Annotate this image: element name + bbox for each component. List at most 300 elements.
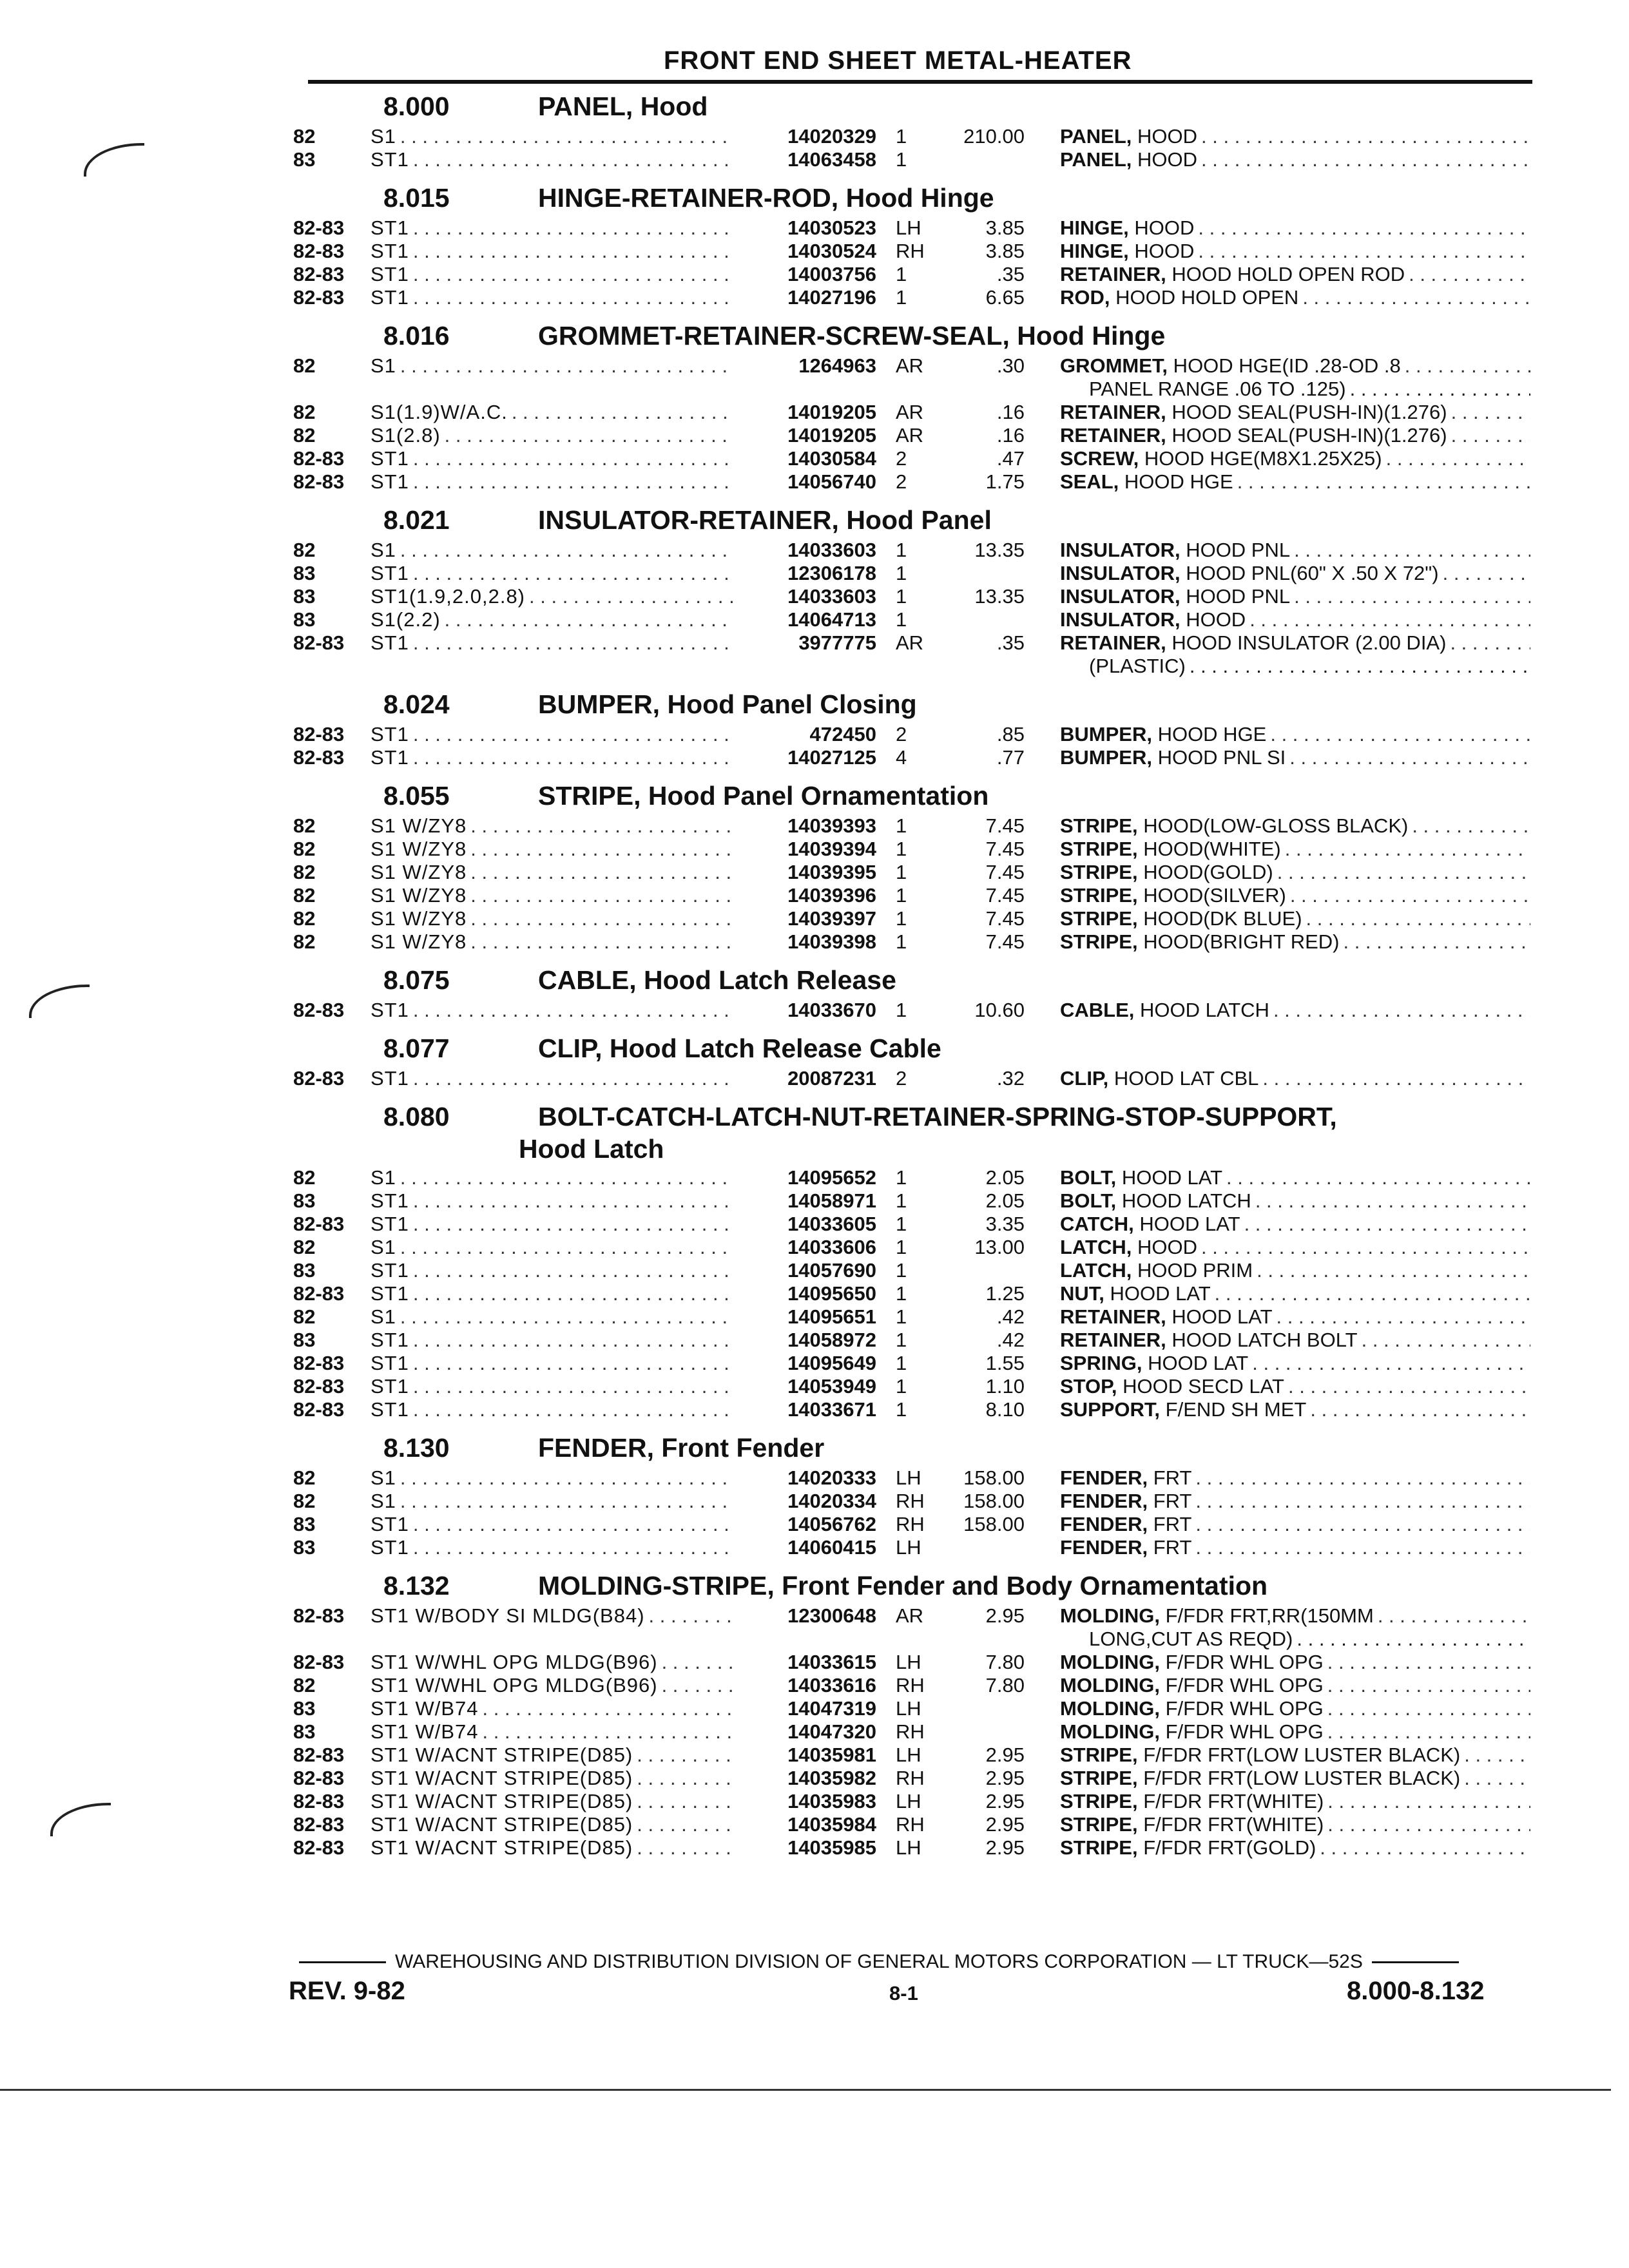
quantity: RH — [896, 1490, 925, 1512]
description-cell — [1060, 1166, 1530, 1189]
description-continuation-row — [293, 655, 1530, 678]
description-noun: PANEL, — [1060, 148, 1132, 171]
model-code: ST1 — [371, 1375, 409, 1398]
part-number: 14033606 — [787, 1236, 876, 1258]
model-cell — [371, 1536, 735, 1559]
description — [1060, 838, 1285, 861]
section-heading — [293, 504, 1530, 536]
leader-dots — [649, 1604, 735, 1628]
price: 2.05 — [985, 1189, 1025, 1212]
model-cell — [371, 1259, 735, 1282]
description-noun: CABLE, — [1060, 999, 1135, 1021]
leader-dots — [445, 608, 735, 631]
description-detail: F/FDR FRT(LOW LUSTER BLACK) — [1137, 1767, 1461, 1789]
description-detail: HOOD LAT — [1166, 1305, 1273, 1328]
price: 2.95 — [985, 1744, 1025, 1766]
section-title: MOLDING-STRIPE, Front Fender and Body Ornamentation — [538, 1571, 1268, 1600]
description-noun: CLIP, — [1060, 1067, 1109, 1090]
part-number: 14019205 — [787, 424, 876, 447]
part-number: 14035983 — [787, 1790, 876, 1812]
description — [1060, 1067, 1262, 1090]
leader-dots — [470, 814, 735, 838]
section-title: BUMPER, Hood Panel Closing — [538, 689, 917, 719]
model-year: 82-83 — [293, 1604, 345, 1627]
leader-dots — [1195, 1513, 1530, 1536]
part-number: 14039396 — [787, 884, 876, 907]
price: 3.35 — [985, 1213, 1025, 1235]
description-noun: MOLDING, — [1060, 1604, 1160, 1627]
leader-dots — [1378, 1604, 1530, 1628]
leader-dots — [1451, 424, 1530, 447]
description-cell — [1060, 1536, 1530, 1559]
part-number: 14035981 — [787, 1744, 876, 1766]
section-title: PANEL, Hood — [538, 91, 708, 121]
description — [1060, 1189, 1255, 1213]
description — [1060, 1398, 1310, 1421]
description-cell — [1060, 1490, 1530, 1513]
price: 13.35 — [974, 539, 1025, 561]
model-cell — [371, 930, 735, 954]
model-year: 82 — [293, 1466, 316, 1489]
description — [1060, 861, 1277, 884]
model-cell — [371, 1604, 735, 1628]
price: 158.00 — [963, 1490, 1025, 1512]
model-year: 82-83 — [293, 216, 345, 239]
price: .42 — [996, 1305, 1025, 1328]
model-code: S1 — [371, 1490, 396, 1512]
part-row — [293, 1674, 1530, 1697]
leader-dots — [1320, 1836, 1530, 1860]
description-detail: HOOD(LOW-GLOSS BLACK) — [1137, 814, 1409, 837]
description-cell — [1060, 861, 1530, 884]
description-noun: STRIPE, — [1060, 861, 1138, 883]
description-noun: STRIPE, — [1060, 884, 1138, 907]
price: 2.95 — [985, 1813, 1025, 1836]
model-code: ST1 W/ACNT STRIPE(D85) — [371, 1744, 633, 1766]
description-noun: INSULATOR, — [1060, 585, 1181, 608]
model-code: ST1 W/B74 — [371, 1697, 479, 1720]
model-code: S1 W/ZY8 — [371, 861, 467, 883]
footer-division-line — [290, 1951, 1514, 1973]
section — [293, 1570, 1530, 1860]
model-code: ST1 — [371, 1329, 409, 1351]
leader-dots — [1277, 1305, 1530, 1329]
description-detail: HOOD LAT — [1142, 1352, 1249, 1374]
description — [1060, 216, 1198, 240]
description-cell — [1060, 1697, 1530, 1720]
model-code: ST1 W/ACNT STRIPE(D85) — [371, 1813, 633, 1836]
description-continuation: PANEL RANGE .06 TO .125) — [1089, 378, 1346, 400]
description-cell — [1060, 585, 1530, 608]
model-code: ST1 W/B74 — [371, 1720, 479, 1743]
quantity: 1 — [896, 608, 907, 631]
price: 7.80 — [985, 1674, 1025, 1696]
description-cell — [1060, 240, 1530, 263]
description-cell — [1060, 424, 1530, 447]
description-detail: FRT — [1148, 1513, 1192, 1535]
description-detail: HOOD PNL SI — [1152, 746, 1286, 769]
quantity: LH — [896, 216, 921, 239]
part-row — [293, 1604, 1530, 1628]
description-cell — [1060, 608, 1530, 631]
description-noun: INSULATOR, — [1060, 608, 1181, 631]
quantity: 1 — [896, 838, 907, 860]
leader-dots — [413, 240, 735, 263]
description-cell — [1060, 286, 1530, 309]
quantity: 1 — [896, 999, 907, 1021]
model-code: ST1 — [371, 999, 409, 1021]
model-cell — [371, 1513, 735, 1536]
part-row — [293, 1166, 1530, 1189]
part-row — [293, 1536, 1530, 1559]
section-number: 8.024 — [383, 689, 450, 719]
description-detail: FRT — [1148, 1536, 1192, 1559]
leader-dots — [400, 1166, 735, 1189]
quantity: 1 — [896, 125, 907, 148]
price: .47 — [996, 447, 1025, 470]
model-cell — [371, 1813, 735, 1836]
description-detail: F/FDR FRT(GOLD) — [1137, 1836, 1316, 1859]
leader-dots — [1464, 1744, 1530, 1767]
description-cell — [1060, 148, 1530, 171]
description-cell — [1060, 125, 1530, 148]
leader-dots — [400, 1305, 735, 1329]
section-title: INSULATOR-RETAINER, Hood Panel — [538, 505, 992, 535]
leader-dots — [470, 838, 735, 861]
description — [1060, 907, 1306, 930]
quantity: AR — [896, 354, 924, 377]
part-row — [293, 723, 1530, 746]
price: .42 — [996, 1329, 1025, 1351]
description-detail: F/FDR WHL OPG — [1160, 1720, 1324, 1743]
section-title: HINGE-RETAINER-ROD, Hood Hinge — [538, 183, 994, 213]
part-row — [293, 1375, 1530, 1398]
model-cell — [371, 424, 735, 447]
leader-dots — [413, 1213, 735, 1236]
description-noun: STRIPE, — [1060, 907, 1138, 930]
price: 210.00 — [963, 125, 1025, 148]
model-code: ST1 — [371, 1536, 409, 1559]
price: 158.00 — [963, 1513, 1025, 1535]
leader-dots — [1409, 263, 1530, 286]
section-number: 8.077 — [383, 1033, 450, 1063]
part-row — [293, 240, 1530, 263]
price: .77 — [996, 746, 1025, 769]
description-noun: FENDER, — [1060, 1490, 1148, 1512]
leader-dots — [1195, 1490, 1530, 1513]
description-noun: GROMMET, — [1060, 354, 1168, 377]
leader-dots — [1327, 1720, 1530, 1744]
leader-dots — [413, 216, 735, 240]
description-noun: SPRING, — [1060, 1352, 1142, 1374]
model-code: S1 — [371, 1166, 396, 1189]
quantity: 1 — [896, 1375, 907, 1398]
part-number: 14056740 — [787, 470, 876, 493]
section-number: 8.132 — [383, 1571, 450, 1600]
description-detail: FRT — [1148, 1466, 1192, 1489]
description — [1060, 1513, 1195, 1536]
description-noun: STOP, — [1060, 1375, 1117, 1398]
part-row — [293, 424, 1530, 447]
description-noun: MOLDING, — [1060, 1674, 1160, 1696]
description-detail: HOOD HGE — [1152, 723, 1267, 745]
description-detail: HOOD PRIM — [1132, 1259, 1253, 1282]
model-cell — [371, 1329, 735, 1352]
model-code: S1 — [371, 1236, 396, 1258]
model-code: ST1 — [371, 1513, 409, 1535]
description-cell — [1060, 1790, 1530, 1813]
model-code: S1 — [371, 125, 396, 148]
part-number: 14033616 — [787, 1674, 876, 1696]
model-cell — [371, 1790, 735, 1813]
description — [1060, 447, 1386, 470]
leader-dots — [1327, 1674, 1530, 1697]
price: 8.10 — [985, 1398, 1025, 1421]
price: 3.85 — [985, 240, 1025, 262]
model-year: 82-83 — [293, 1790, 345, 1812]
model-cell — [371, 539, 735, 562]
price: 1.55 — [985, 1352, 1025, 1374]
leader-dots — [413, 1352, 735, 1375]
model-year: 83 — [293, 148, 316, 171]
part-row — [293, 1790, 1530, 1813]
section-title: CABLE, Hood Latch Release — [538, 965, 896, 995]
description — [1060, 1767, 1464, 1790]
section-number: 8.055 — [383, 781, 450, 811]
section — [293, 182, 1530, 309]
description-detail: HOOD — [1128, 216, 1195, 239]
quantity: LH — [896, 1536, 921, 1559]
description — [1060, 884, 1290, 907]
leader-dots — [470, 861, 735, 884]
margin-mark — [50, 1803, 111, 1836]
section-heading — [293, 780, 1530, 812]
leader-dots — [1226, 1166, 1530, 1189]
model-year: 82 — [293, 125, 316, 148]
leader-dots — [1215, 1282, 1530, 1305]
revision-label: REV. 9-82 — [289, 1977, 405, 2005]
price: 158.00 — [963, 1466, 1025, 1489]
leader-dots — [1285, 838, 1530, 861]
leader-dots — [1262, 1067, 1530, 1090]
quantity: RH — [896, 240, 925, 262]
leader-dots — [413, 286, 735, 309]
part-number: 14033605 — [787, 1213, 876, 1235]
footer-rule-right — [1372, 1961, 1459, 1963]
model-code: ST1 W/BODY SI MLDG(B84) — [371, 1604, 645, 1627]
description-detail: FRT — [1148, 1490, 1192, 1512]
leader-dots — [1464, 1767, 1530, 1790]
description-detail: HOOD SECD LAT — [1117, 1375, 1284, 1398]
part-row — [293, 1767, 1530, 1790]
part-row — [293, 999, 1530, 1022]
description-cell — [1060, 1720, 1530, 1744]
part-number: 14095651 — [787, 1305, 876, 1328]
leader-dots — [483, 1697, 735, 1720]
price: 7.80 — [985, 1651, 1025, 1673]
model-code: S1 — [371, 354, 396, 377]
leader-dots — [470, 907, 735, 930]
description-cell — [1060, 631, 1530, 655]
description-noun: BOLT, — [1060, 1189, 1117, 1212]
description-noun: PANEL, — [1060, 125, 1132, 148]
description-noun: STRIPE, — [1060, 1790, 1138, 1812]
model-cell — [371, 999, 735, 1022]
part-row — [293, 1352, 1530, 1375]
price: 1.75 — [985, 470, 1025, 493]
leader-dots — [1195, 1536, 1530, 1559]
leader-dots — [1343, 930, 1530, 954]
model-cell — [371, 585, 735, 608]
model-year: 82-83 — [293, 746, 345, 769]
part-number: 14057690 — [787, 1259, 876, 1282]
leader-dots — [413, 723, 735, 746]
description-cell — [1060, 401, 1530, 424]
model-year: 82-83 — [293, 1651, 345, 1673]
section-title: STRIPE, Hood Panel Ornamentation — [538, 781, 989, 811]
description-cell — [1060, 1813, 1530, 1836]
description — [1060, 631, 1450, 655]
description-detail: F/END SH MET — [1160, 1398, 1307, 1421]
model-cell — [371, 1305, 735, 1329]
part-row — [293, 1697, 1530, 1720]
model-code: ST1 — [371, 1067, 409, 1090]
quantity: LH — [896, 1466, 921, 1489]
description — [1060, 401, 1451, 424]
model-year: 82 — [293, 884, 316, 907]
quantity: RH — [896, 1813, 925, 1836]
description — [1060, 1836, 1320, 1860]
description-detail: HOOD HGE — [1119, 470, 1233, 493]
description-noun: RETAINER, — [1060, 401, 1166, 423]
part-row — [293, 401, 1530, 424]
part-number: 14033671 — [787, 1398, 876, 1421]
leader-dots — [1290, 884, 1530, 907]
description-noun: RETAINER, — [1060, 631, 1166, 654]
leader-dots — [1244, 1213, 1530, 1236]
part-row — [293, 1398, 1530, 1421]
page-title: FRONT END SHEET METAL-HEATER — [664, 46, 1132, 75]
description-cell — [1060, 1375, 1530, 1398]
leader-dots — [413, 1536, 735, 1559]
leader-dots — [400, 1466, 735, 1490]
model-cell — [371, 884, 735, 907]
description-detail: HOOD LAT — [1116, 1166, 1223, 1189]
description-cell — [1060, 1744, 1530, 1767]
quantity: 1 — [896, 148, 907, 171]
description — [1060, 999, 1273, 1022]
quantity: RH — [896, 1720, 925, 1743]
section-heading — [293, 1570, 1530, 1602]
description-cell — [1060, 1651, 1530, 1674]
quantity: LH — [896, 1697, 921, 1720]
quantity: 2 — [896, 470, 907, 493]
leader-dots — [1201, 1236, 1530, 1259]
model-code: S1 W/ZY8 — [371, 814, 467, 837]
model-year: 82-83 — [293, 1213, 345, 1235]
model-code: S1 W/ZY8 — [371, 884, 467, 907]
part-number: 14035982 — [787, 1767, 876, 1789]
description — [1060, 125, 1201, 148]
leader-dots — [529, 585, 735, 608]
price: 2.05 — [985, 1166, 1025, 1189]
section-heading — [293, 688, 1530, 720]
description-cell — [1060, 1236, 1530, 1259]
part-row — [293, 148, 1530, 171]
description-cell — [1060, 838, 1530, 861]
quantity: 1 — [896, 1329, 907, 1351]
quantity: AR — [896, 401, 924, 423]
section — [293, 688, 1530, 769]
model-cell — [371, 1067, 735, 1090]
description-noun: FENDER, — [1060, 1536, 1148, 1559]
model-cell — [371, 814, 735, 838]
part-row — [293, 1067, 1530, 1090]
description-detail: HOOD LAT — [1104, 1282, 1211, 1305]
model-code: ST1 — [371, 470, 409, 493]
description — [1060, 1536, 1195, 1559]
model-year: 82 — [293, 838, 316, 860]
part-number: 14039394 — [787, 838, 876, 860]
leader-dots — [662, 1651, 735, 1674]
model-year: 82 — [293, 930, 316, 953]
part-number: 14060415 — [787, 1536, 876, 1559]
model-year: 82 — [293, 424, 316, 447]
description — [1060, 1282, 1215, 1305]
part-row — [293, 838, 1530, 861]
quantity: 1 — [896, 286, 907, 309]
quantity: AR — [896, 631, 924, 654]
section-heading — [293, 1100, 1530, 1133]
part-number: 14027196 — [787, 286, 876, 309]
leader-dots — [1277, 861, 1530, 884]
leader-dots — [400, 1490, 735, 1513]
part-row — [293, 1513, 1530, 1536]
quantity: 1 — [896, 1398, 907, 1421]
quantity: LH — [896, 1744, 921, 1766]
footer-rule-left — [299, 1961, 386, 1963]
leader-dots — [1198, 216, 1530, 240]
description-detail: HOOD LATCH — [1116, 1189, 1251, 1212]
description-detail: HOOD INSULATOR (2.00 DIA) — [1166, 631, 1447, 654]
quantity: 2 — [896, 1067, 907, 1090]
part-row — [293, 861, 1530, 884]
description-cell — [1060, 907, 1530, 930]
description-cell — [1060, 470, 1530, 494]
leader-dots — [1294, 585, 1530, 608]
description — [1060, 1790, 1327, 1813]
model-year: 82-83 — [293, 1744, 345, 1766]
model-year: 83 — [293, 1259, 316, 1282]
part-number: 14039393 — [787, 814, 876, 837]
leader-dots — [1273, 999, 1530, 1022]
leader-dots — [637, 1790, 735, 1813]
quantity: RH — [896, 1674, 925, 1696]
part-number: 14030524 — [787, 240, 876, 262]
price: 1.25 — [985, 1282, 1025, 1305]
description — [1060, 1674, 1327, 1697]
leader-dots — [1198, 240, 1530, 263]
description-noun: HINGE, — [1060, 240, 1129, 262]
leader-dots — [413, 1189, 735, 1213]
parts-list — [293, 90, 1530, 1870]
description-cell — [1060, 539, 1530, 562]
description-cell — [1060, 1604, 1530, 1628]
quantity: LH — [896, 1836, 921, 1859]
price: 2.95 — [985, 1767, 1025, 1789]
part-number: 14033670 — [787, 999, 876, 1021]
model-cell — [371, 470, 735, 494]
